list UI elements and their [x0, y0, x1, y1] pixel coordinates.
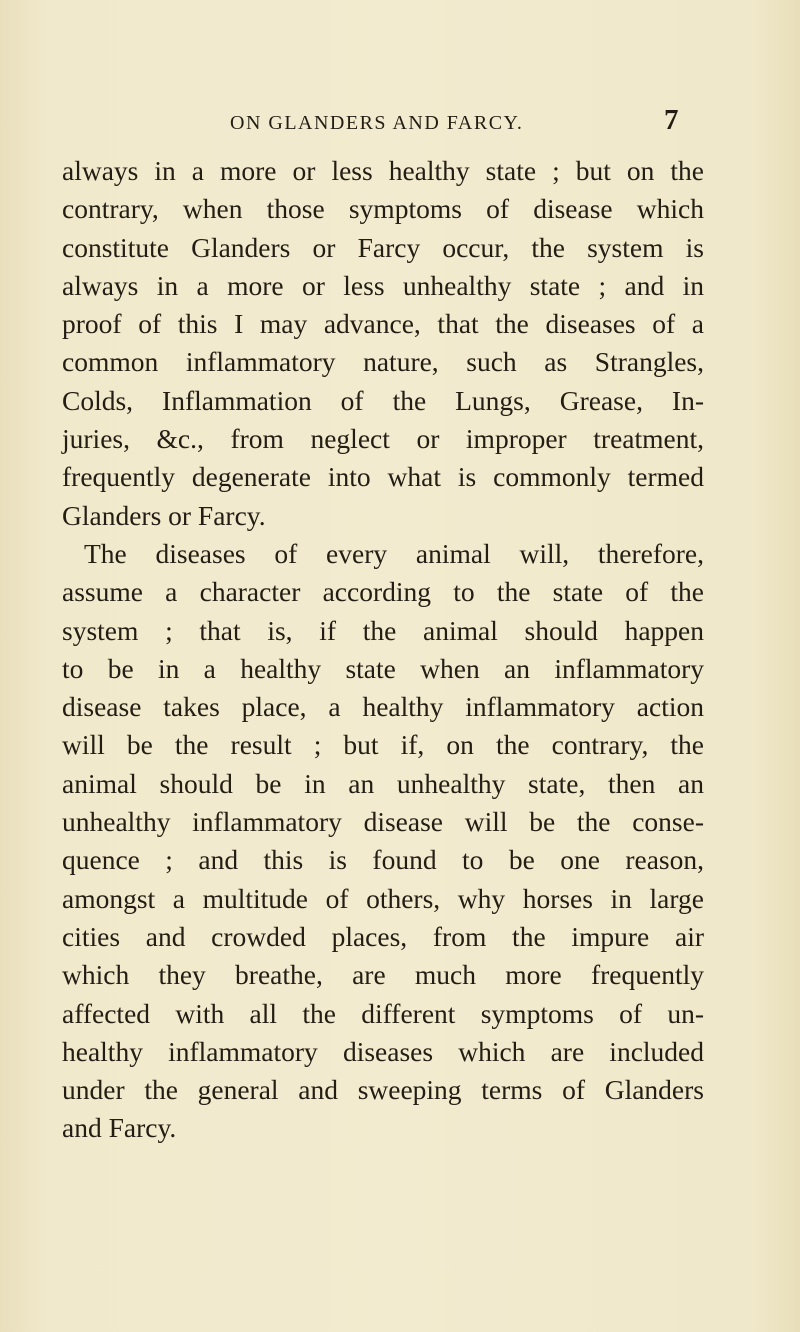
text-line: common inflammatory nature, such as Strangles,	[62, 346, 704, 378]
text-line: animal should be in an unhealthy state, then an	[62, 767, 704, 799]
running-title: ON GLANDERS AND FARCY.	[230, 112, 524, 134]
text-line: The diseases of every animal will, therefore,	[84, 537, 704, 569]
text-line: affected with all the different symptoms of un-	[62, 997, 704, 1029]
text-line: frequently degenerate into what is commonly termed	[62, 461, 704, 493]
page-number: 7	[664, 104, 679, 136]
text-line: juries, &c., from neglect or improper treatment,	[62, 423, 704, 455]
text-line: cities and crowded places, from the impure air	[62, 920, 704, 952]
text-line: contrary, when those symptoms of disease which	[62, 193, 704, 225]
text-line: Glanders or Farcy.	[62, 499, 266, 531]
text-line: disease takes place, a healthy inflammatory action	[62, 691, 704, 723]
text-line: unhealthy inflammatory disease will be the conse-	[62, 806, 704, 838]
text-line: always in a more or less unhealthy state ; and in	[62, 269, 704, 301]
text-line: to be in a healthy state when an inflammatory	[62, 652, 704, 684]
text-line: amongst a multitude of others, why horses in large	[62, 882, 704, 914]
running-head	[0, 104, 800, 144]
text-line: which they breathe, are much more frequently	[62, 959, 704, 991]
text-line: under the general and sweeping terms of Glanders	[62, 1074, 704, 1106]
text-line: proof of this I may advance, that the diseases of a	[62, 308, 704, 340]
text-line: quence ; and this is found to be one reason,	[62, 844, 704, 876]
body-text	[62, 152, 704, 1148]
text-line: system ; that is, if the animal should happen	[62, 614, 704, 646]
text-line: healthy inflammatory diseases which are included	[62, 1035, 704, 1067]
text-line: assume a character according to the state of the	[62, 576, 704, 608]
text-line: constitute Glanders or Farcy occur, the system is	[62, 231, 704, 263]
text-line: will be the result ; but if, on the contrary, the	[62, 729, 704, 761]
text-line: and Farcy.	[62, 1112, 177, 1144]
text-line: always in a more or less healthy state ; but on the	[62, 155, 704, 186]
text-line: Colds, Inflammation of the Lungs, Grease, In-	[62, 384, 704, 416]
